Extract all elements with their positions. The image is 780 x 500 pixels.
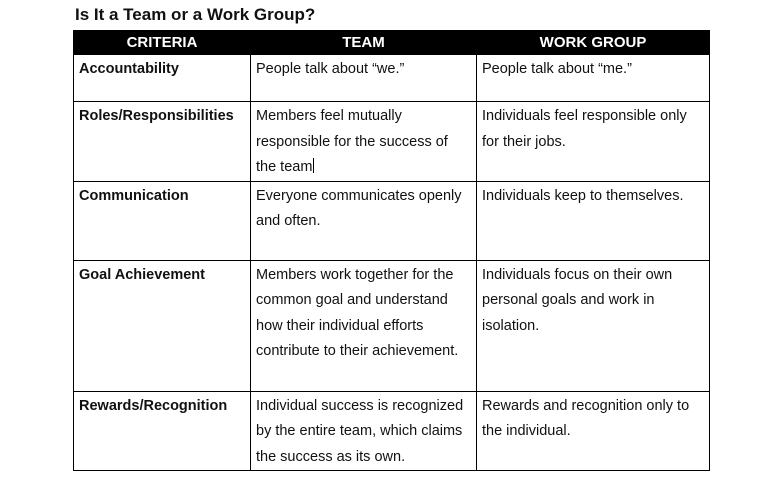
header-team: TEAM [251,31,477,55]
header-work-group: WORK GROUP [477,31,710,55]
text-cursor [313,158,314,173]
work-group-cell[interactable]: Individuals feel responsible only for their jobs. [477,102,710,182]
table-row-communication [74,181,710,260]
work-group-cell[interactable]: People talk about “me.” [477,55,710,102]
table-row-accountability [74,55,710,102]
team-cell[interactable]: Members work together for the common goal and understand how their individual efforts contribute to their achievement. [251,260,477,391]
team-cell[interactable]: Everyone communicates openly and often. [251,181,477,260]
work-group-cell[interactable]: Individuals focus on their own personal goals and work in isolation. [477,260,710,391]
header-criteria: CRITERIA [74,31,251,55]
team-cell[interactable]: Individual success is recognized by the entire team, which claims the success as its own. [251,391,477,471]
team-cell[interactable]: People talk about “we.” [251,55,477,102]
work-group-cell[interactable]: Rewards and recognition only to the individual. [477,391,710,471]
criteria-cell[interactable]: Roles/Responsibilities [74,102,251,182]
criteria-cell[interactable]: Communication [74,181,251,260]
work-group-cell[interactable]: Individuals keep to themselves. [477,181,710,260]
table-row-roles-responsibilities [74,102,710,182]
document-title: Is It a Team or a Work Group? [75,5,316,24]
table-row-rewards-recognition [74,391,710,471]
criteria-cell[interactable]: Rewards/Recognition [74,391,251,471]
criteria-cell[interactable]: Goal Achievement [74,260,251,391]
team-cell-text: Members feel mutually responsible for the success of the team [256,108,448,175]
table-row-goal-achievement [74,260,710,391]
team-cell[interactable] [251,102,477,182]
table-header-row [74,31,710,55]
criteria-cell[interactable]: Accountability [74,55,251,102]
comparison-table [73,30,710,471]
